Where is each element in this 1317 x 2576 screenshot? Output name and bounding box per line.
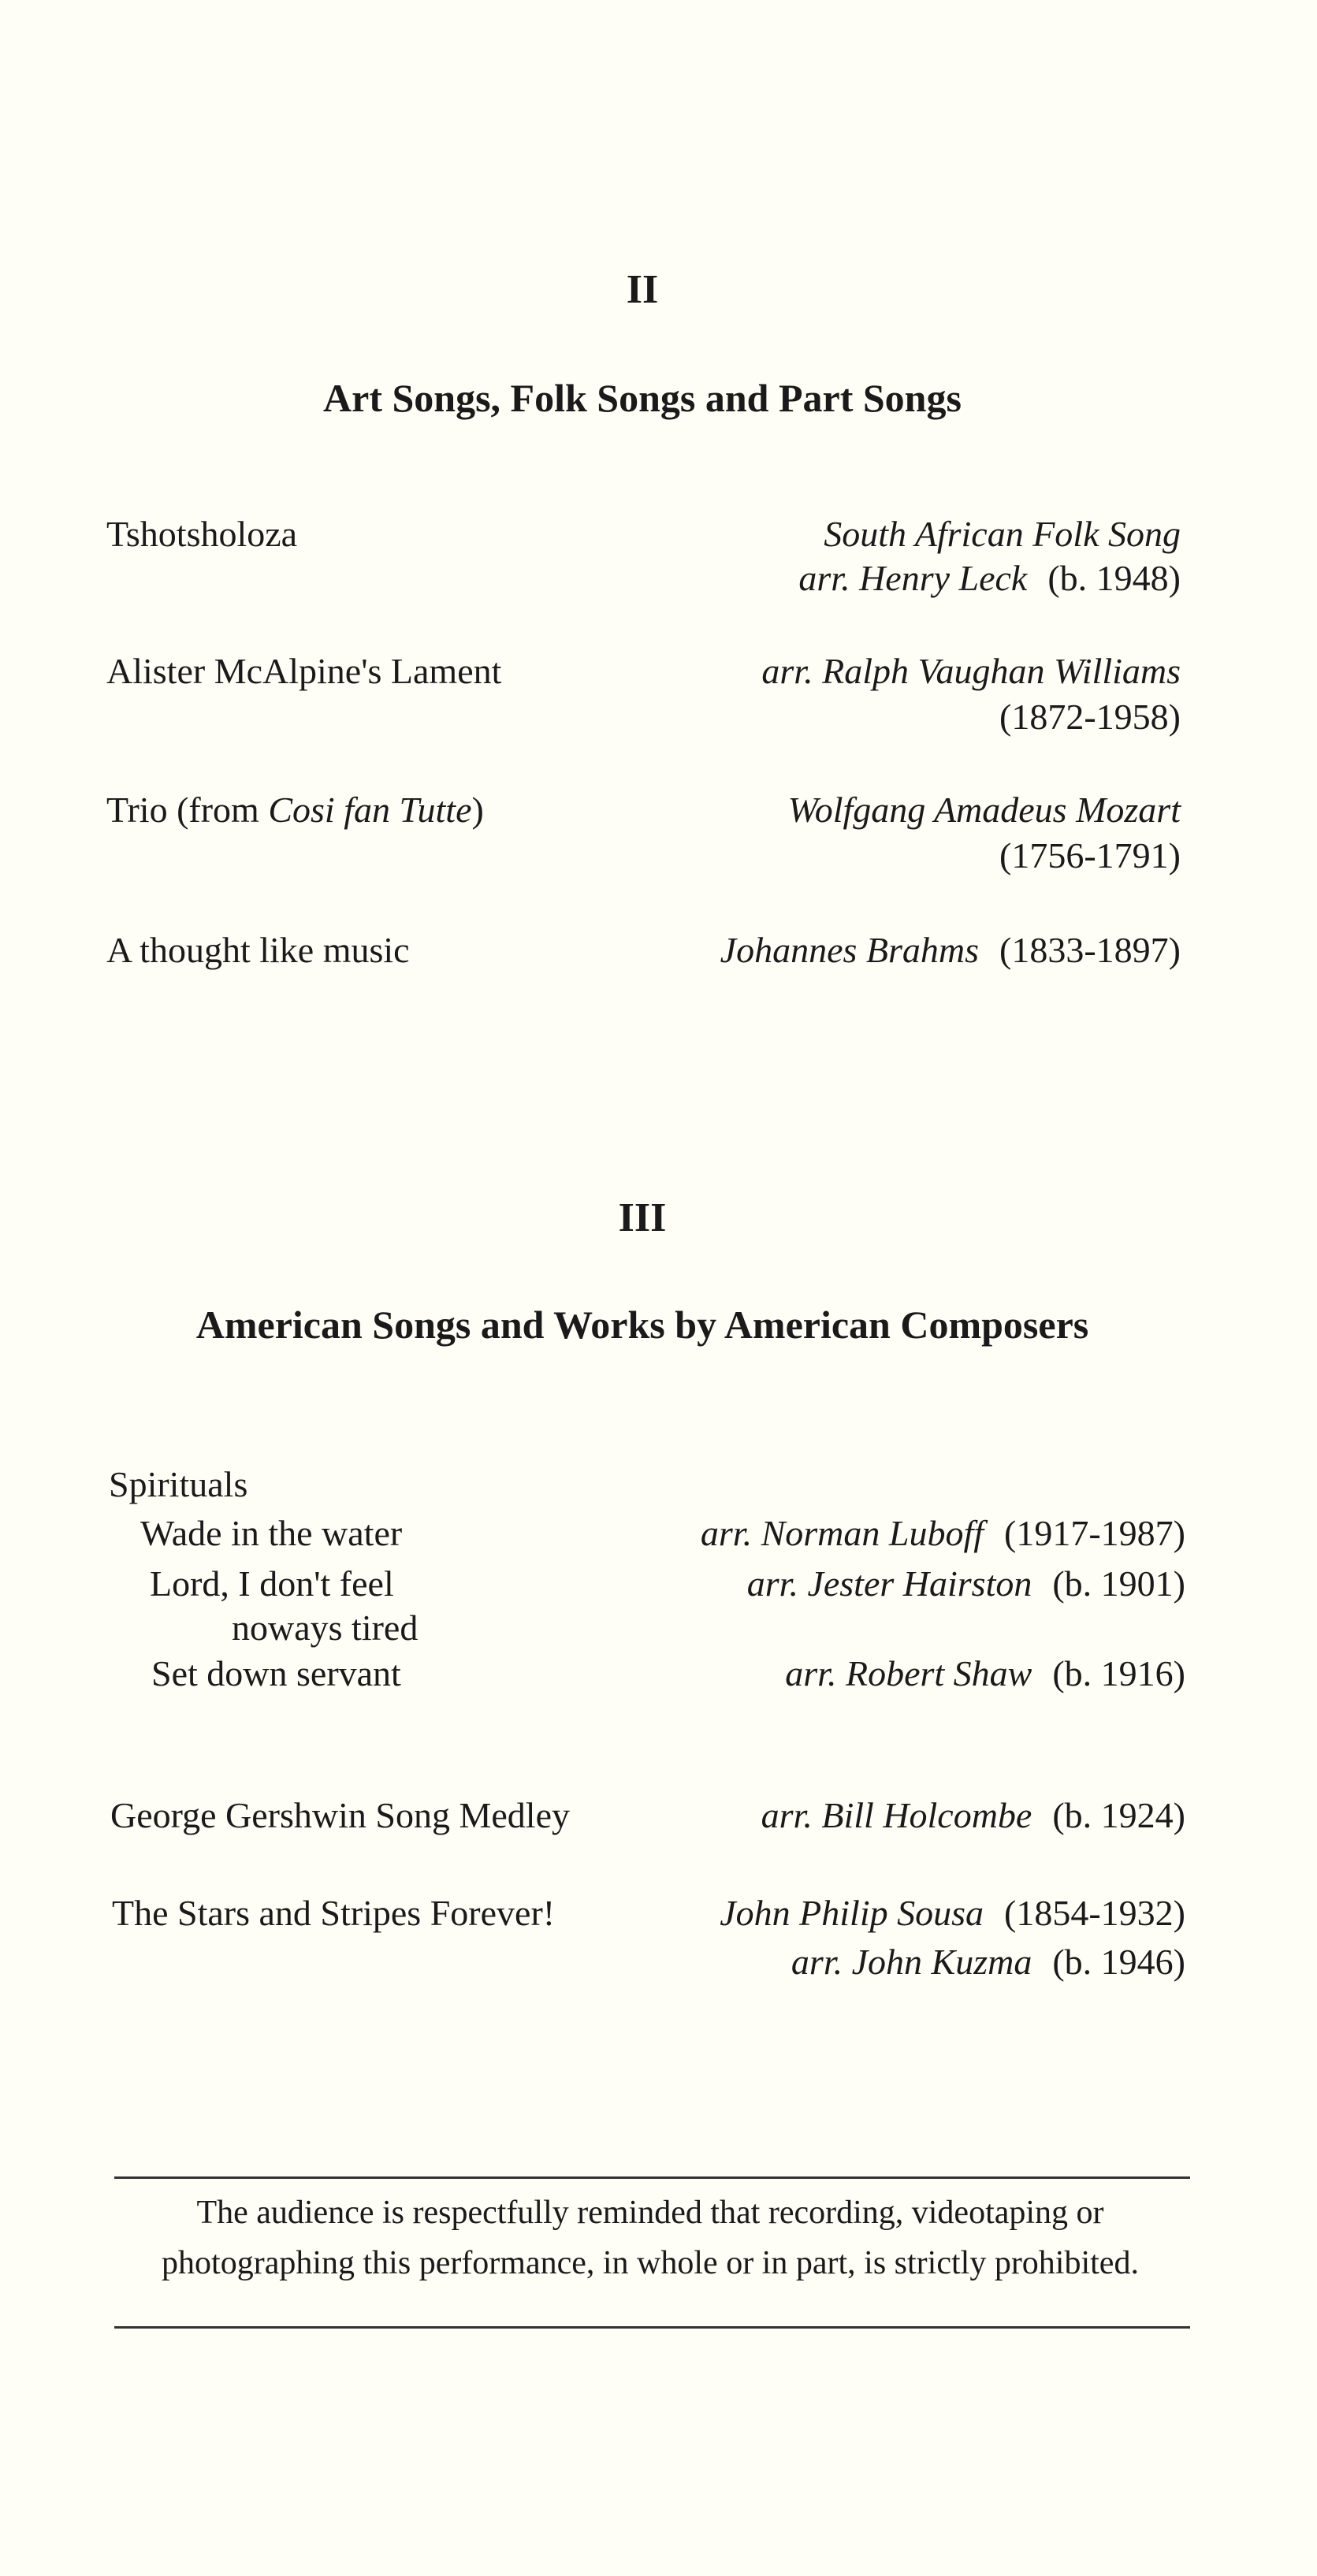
piece-title-tshotsholoza: Tshotsholoza bbox=[106, 514, 298, 554]
composer-line bbox=[761, 1794, 1185, 1838]
section-numeral-iii: III bbox=[618, 1195, 667, 1240]
composer-dates: (b. 1924) bbox=[1052, 1795, 1185, 1835]
section-heading-american-songs: American Songs and Works by American Composers bbox=[195, 1303, 1089, 1347]
arranger-name: arr. Ralph Vaughan Williams bbox=[761, 651, 1181, 691]
composer-line bbox=[747, 1562, 1185, 1606]
composer-line bbox=[720, 928, 1181, 972]
composer-dates: (1756-1791) bbox=[999, 835, 1181, 875]
spiritual-title: Set down servant bbox=[151, 1653, 401, 1693]
composer-name: John Philip Sousa bbox=[720, 1893, 984, 1933]
piece-title-mcalpine: Alister McAlpine's Lament bbox=[106, 651, 502, 691]
composer-dates: (b. 1948) bbox=[1047, 558, 1181, 598]
arranger-name: arr. Norman Luboff bbox=[700, 1513, 984, 1553]
composer-line bbox=[701, 1511, 1185, 1556]
composer-line bbox=[791, 1940, 1185, 1984]
composer-dates: (1917-1987) bbox=[1004, 1513, 1185, 1553]
composer-line bbox=[798, 556, 1181, 600]
composer-line bbox=[999, 834, 1181, 878]
arranger-name: arr. Jester Hairston bbox=[746, 1563, 1032, 1604]
spirituals-label: Spirituals bbox=[109, 1464, 248, 1504]
notice-line-2: photographing this performance, in whole or in part, is strictly prohibited. bbox=[162, 2245, 1139, 2281]
spiritual-title: Lord, I don't feel bbox=[150, 1563, 394, 1604]
composer-line bbox=[788, 788, 1181, 832]
arranger-name: arr. Robert Shaw bbox=[785, 1653, 1032, 1693]
composer-name: South African Folk Song bbox=[824, 514, 1181, 554]
piece-title-gershwin: George Gershwin Song Medley bbox=[110, 1795, 570, 1835]
arranger-name: arr. Bill Holcombe bbox=[761, 1795, 1032, 1835]
spiritual-title-continued: noways tired bbox=[232, 1608, 419, 1648]
section-numeral-ii: II bbox=[626, 267, 659, 312]
piece-title-trio bbox=[106, 788, 484, 832]
composer-line bbox=[720, 1891, 1185, 1935]
composer-dates: (b. 1901) bbox=[1052, 1563, 1185, 1604]
piece-title-stars-and-stripes: The Stars and Stripes Forever! bbox=[112, 1893, 556, 1933]
section-heading-art-songs: Art Songs, Folk Songs and Part Songs bbox=[323, 376, 962, 420]
arranger-name: arr. Henry Leck bbox=[798, 558, 1028, 598]
recording-notice bbox=[110, 2188, 1190, 2288]
bottom-divider bbox=[114, 2326, 1190, 2329]
composer-dates: (b. 1946) bbox=[1052, 1942, 1185, 1982]
composer-name: Wolfgang Amadeus Mozart bbox=[787, 790, 1181, 830]
composer-dates: (1872-1958) bbox=[999, 697, 1181, 737]
spiritual-title: Wade in the water bbox=[140, 1513, 403, 1553]
arranger-name: arr. John Kuzma bbox=[791, 1942, 1032, 1982]
composer-dates: (b. 1916) bbox=[1052, 1653, 1185, 1693]
title-prefix: Trio (from bbox=[106, 790, 269, 830]
composer-line bbox=[761, 649, 1181, 693]
composer-dates: (1854-1932) bbox=[1004, 1893, 1185, 1933]
top-divider bbox=[114, 2176, 1190, 2179]
opera-title: Cosi fan Tutte bbox=[268, 790, 472, 830]
composer-dates: (1833-1897) bbox=[999, 930, 1181, 970]
composer-line bbox=[785, 1652, 1185, 1696]
composer-line bbox=[999, 695, 1181, 739]
composer-name: Johannes Brahms bbox=[720, 930, 980, 970]
notice-line-1: The audience is respectfully reminded that recording, videotaping or bbox=[196, 2195, 1104, 2231]
composer-line bbox=[824, 512, 1181, 556]
piece-title-thought-like-music: A thought like music bbox=[106, 930, 410, 970]
title-suffix: ) bbox=[471, 790, 484, 830]
